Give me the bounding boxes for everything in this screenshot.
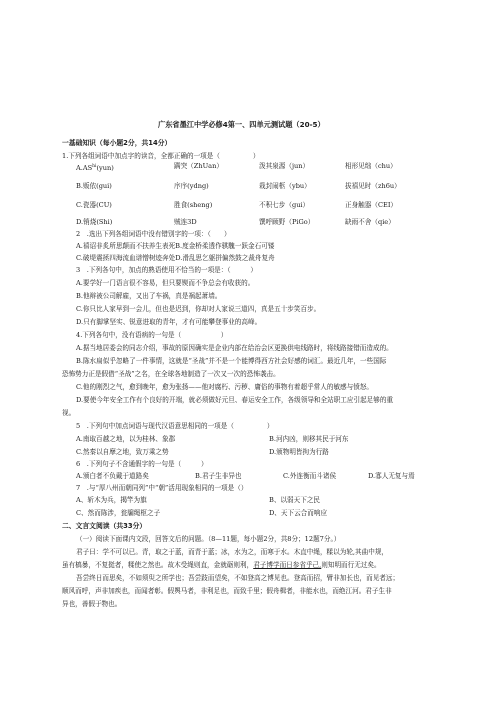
q6-option-d: D.寡人无复与焉	[368, 472, 415, 480]
q4-stem: 4.下列各句中，没有语病的一句是（ ）	[76, 331, 228, 339]
q7-option-c: C、然而陈涉，瓮牖绳枢之子	[76, 509, 161, 517]
q3-stem: 3 .下列各句中，加点的熟语使用不恰当的一项是：（ ）	[76, 266, 258, 274]
q1-option-c: C.瓷器(CU)	[76, 201, 112, 209]
section-2-heading: 二、文言文阅读（共33分）	[62, 522, 147, 530]
q4-option-d-cont: 视。	[62, 409, 76, 417]
q3-option-c: C.你只比人家早到一会儿，但也是迟到，你却对人家说三道四，真是五十步笑百步。	[76, 305, 321, 313]
q1-option-b-3: 栽封闹柩（ybu）	[259, 182, 311, 190]
q1-option-d-3: 馔呼顾野（PiGo）	[259, 218, 315, 226]
q3-option-a: A.要学好一门语言很不容易，但只要锲而不争总会有收获的。	[76, 279, 255, 287]
passage-line-3: 吾尝终日而思矣，不如须臾之所学也；吾尝跂而望矣，不如登高之博见也。登高而招，臂非加长也，而见者远；	[76, 574, 400, 582]
underlined-sentence: 君子博学而日参省乎己,	[253, 561, 322, 569]
q6-option-c: C.外连衡而斗诸侯	[283, 472, 337, 480]
q6-option-b: B.君子生非异也	[195, 472, 242, 480]
q4-option-d: D.要使今年安全工作有个良好的开端，就必须做好元旦、春运安全工作，各级领导和全站职工应引起足够的重	[76, 396, 394, 404]
q5-option-c: C.然秦以自摩之地，致万乘之势	[76, 448, 169, 456]
passage-line-1: 君子曰：学不可以已。青，取之于蓝，而青于蓝；冰，水为之，而寒于水。木直中绳，糅以为轮,其曲中规，	[76, 548, 389, 556]
passage-line-5: 异也，善假于物也。	[62, 600, 122, 608]
q1-option-b-2: 序序(ydng)	[174, 182, 209, 190]
q6-option-a: A.颁白者不负戴于道路矣	[76, 472, 149, 480]
passage-intro: （一）阅读下面课内文段，回答文后的问题。（8—11题，每小题2分，共8分；12题7分。）	[76, 535, 341, 543]
passage-line-2: 虽有槁暴，不复挺者，糅使之然也。故木受绳则直，金就砺则利，君子博学而日参省乎己,则知明而行无过矣。	[62, 561, 381, 569]
q7-stem: 7 .与“厚八州而朝同列”中“朝”活用现象相同的一项是（）	[76, 484, 248, 492]
q4-option-c: C.他的刚烈之气，愈到晚年，愈为张扬——他对腐朽、污秽、庸俗的事物有着超乎常人的敏感与愤怒。	[76, 383, 374, 391]
q7-option-d: D、天下云合而响应	[269, 509, 328, 517]
q2-options-ab: A.禧诏非炙所思颠而不扶养生表死B.度金桥柔透作骐騩一跃金石可镂	[76, 242, 275, 250]
passage-line-4: 顺风而呼，声非加疾也，而闻者彰。假舆马者，非利足也，而致千里；假舟楫者，非能水也，而绝江河。君子生非	[62, 587, 392, 595]
q1-option-a-4: 相形见绌（chu）	[345, 162, 397, 170]
q4-option-b-cont: 恐怖势力正是假借“圣战”之名，在全球各地制造了一次又一次的恐怖袭击。	[62, 370, 280, 378]
q1-option-c-2: 胜食(sheng)	[174, 201, 213, 209]
q1-stem: 1.下列各组词语中加点字的读音，全都正确的一项是（ ）	[62, 152, 260, 160]
q3-option-b: B.他辩被公司解雇，又出了车祸，真是祸起萧墙。	[76, 292, 222, 300]
q4-option-b: B.陈水扁似乎忽略了一件事情，这就是“圣战”并不是一个能博得西方社会好感的词汇。最近几年，一些国际	[76, 357, 387, 365]
q1-option-c-4: 正身触器（CEI）	[345, 201, 398, 209]
section-1-heading: 一基础知识（每小题2分，共14分）	[62, 139, 172, 147]
q1-option-b: B.贩依(gui)	[76, 182, 112, 190]
q1-option-d: D.销烧(Shi)	[76, 218, 113, 226]
q5-option-a: A.南取百越之地，以为桂林、象郡	[76, 435, 176, 443]
q1-option-a: $A.AS^{hi}(yun)$	[76, 164, 114, 173]
q4-option-a: A.据当地居委会的同志介绍，事故的原因确实是企业内部在给治会区更换供电线路时，将线路接错而造成的。	[76, 344, 393, 352]
q2-stem: 2 .选出下列各组词语中没有错别字的一项：（ ）	[76, 230, 231, 238]
q1-option-a-2: 蹒突（ZhUan）	[174, 162, 223, 170]
q1-option-a-3: 泼其泉源（jun）	[259, 162, 310, 170]
q7-option-a: A、斩木为兵，揭竿为旗	[76, 496, 147, 504]
q1-option-d-4: 缺雨不舍（qie）	[345, 218, 395, 226]
q5-stem: 5 .下列句中加点词语与现代汉语意思相同的一项是（ ）	[76, 422, 274, 430]
q6-stem: 6 .下列句子不含通假字的一句是（ ）	[76, 460, 208, 468]
page-title: 广东省墨江中学必修4第一、四单元测试题（20-5）	[158, 120, 325, 129]
q2-options-cd: C.破堤震拯四海流血谱憎树迹奔处D.滑乱思乞躯拼偏然鼓之裁舟复舟	[76, 254, 275, 262]
q7-option-b: B、以弱天下之民	[269, 496, 321, 504]
q3-option-d: D.只有脚掌坚实、锐意进取的青年，才有可能攀登事业的高峰。	[76, 318, 262, 326]
q5-option-d: D.颁物明皆拘为行路	[269, 448, 329, 456]
q1-option-c-3: 不积七步（gui）	[259, 201, 310, 209]
q1-option-b-4: 拔禧见时（zh6u）	[345, 182, 401, 190]
q1-option-d-2: 贼连3D	[174, 218, 197, 226]
q5-option-b: B.河内凶，则移其民于河东	[269, 435, 349, 443]
